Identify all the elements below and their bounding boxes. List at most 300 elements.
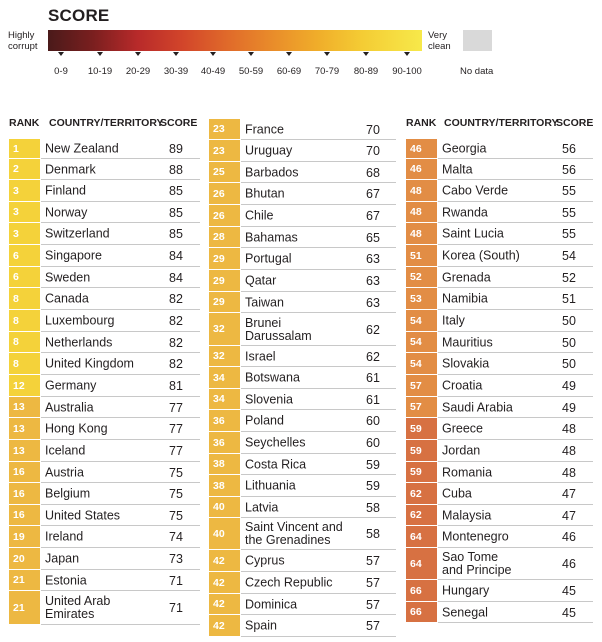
rank-cell xyxy=(406,397,437,417)
country-name-line: Uruguay xyxy=(245,143,293,158)
table-row xyxy=(209,162,396,183)
score-value: 62 xyxy=(366,349,380,364)
legend-tick xyxy=(210,52,216,56)
rank-cell xyxy=(209,346,240,366)
country-name-line: Montenegro xyxy=(442,529,509,544)
country-name-line: Malta xyxy=(442,162,473,176)
score-value: 67 xyxy=(366,187,380,201)
table-row xyxy=(9,202,200,223)
rank-value: 8 xyxy=(13,357,19,370)
score-value: 63 xyxy=(366,252,380,266)
country-name-line: Luxembourg xyxy=(45,313,115,328)
rank-cell xyxy=(209,518,240,549)
table-row xyxy=(406,180,593,202)
country-name-line: Grenada xyxy=(442,270,491,284)
table-row xyxy=(406,462,593,483)
table-row xyxy=(209,183,396,205)
rank-value: 46 xyxy=(410,163,422,175)
rank-cell xyxy=(9,548,40,569)
rank-value: 48 xyxy=(410,184,422,197)
score-value: 61 xyxy=(366,392,380,407)
rank-cell xyxy=(9,267,40,287)
country-name xyxy=(45,250,102,263)
legend-range-label: 20-29 xyxy=(125,66,151,77)
country-name-line: Saint Vincent and xyxy=(245,520,343,534)
country-name xyxy=(245,393,293,406)
rank-cell xyxy=(209,270,240,291)
country-name-line: Georgia xyxy=(442,141,487,156)
score-value: 45 xyxy=(562,605,576,620)
table-row xyxy=(406,526,593,548)
country-name xyxy=(45,553,79,566)
rank-cell xyxy=(406,202,437,222)
country-name xyxy=(442,606,488,619)
table-row xyxy=(406,310,593,332)
country-name-line: Iceland xyxy=(45,443,86,458)
country-name-line: Korea (South) xyxy=(442,248,520,263)
rank-value: 13 xyxy=(13,401,25,413)
table-row xyxy=(406,397,593,418)
table-row xyxy=(9,526,200,548)
rank-value: 46 xyxy=(410,142,422,155)
country-name xyxy=(45,228,110,241)
header-country: COUNTRY/TERRITORY xyxy=(49,117,164,129)
country-name xyxy=(442,315,465,328)
table-row xyxy=(9,310,200,332)
country-name xyxy=(245,317,312,343)
rank-cell xyxy=(209,497,240,517)
country-name xyxy=(245,501,278,514)
rank-value: 3 xyxy=(13,184,19,197)
country-name-line: Brunei xyxy=(245,315,282,330)
score-value: 46 xyxy=(562,557,576,571)
rank-value: 25 xyxy=(213,166,225,178)
country-name-line: Romania xyxy=(442,465,493,479)
country-name-line: Emirates xyxy=(45,607,95,621)
score-legend xyxy=(0,0,602,86)
rank-value: 29 xyxy=(213,296,225,308)
score-value: 82 xyxy=(169,292,183,306)
rank-cell xyxy=(9,375,40,396)
rank-value: 36 xyxy=(213,436,225,449)
rank-value: 59 xyxy=(410,444,422,457)
table-row xyxy=(406,139,593,159)
rank-cell xyxy=(209,183,240,204)
table-row xyxy=(406,505,593,526)
country-name xyxy=(245,188,285,201)
country-name-line: Bhutan xyxy=(245,186,285,201)
legend-range-label: 0-9 xyxy=(54,66,68,77)
rank-cell xyxy=(406,139,437,158)
rank-value: 64 xyxy=(410,530,422,543)
legend-tick xyxy=(248,52,254,56)
table-row xyxy=(9,418,200,440)
rank-value: 21 xyxy=(13,574,25,586)
rank-cell xyxy=(406,440,437,461)
row-divider xyxy=(241,636,396,637)
rank-cell xyxy=(209,550,240,571)
country-name xyxy=(45,358,134,371)
country-name-line: Canada xyxy=(45,291,89,306)
rank-value: 21 xyxy=(13,601,25,614)
country-name xyxy=(245,296,284,309)
country-name-line: Austria xyxy=(45,465,84,479)
score-value: 55 xyxy=(562,227,576,241)
country-name xyxy=(245,577,333,590)
table-row xyxy=(209,346,396,367)
score-value: 56 xyxy=(562,142,576,156)
score-value: 75 xyxy=(169,508,183,523)
rank-value: 53 xyxy=(410,292,422,305)
score-value: 85 xyxy=(169,227,183,241)
rank-value: 62 xyxy=(410,487,422,500)
country-name-line: Taiwan xyxy=(245,295,284,309)
country-name-line: Singapore xyxy=(45,248,102,263)
rank-cell xyxy=(406,159,437,179)
country-name-line: Darussalam xyxy=(245,328,312,343)
country-name xyxy=(442,585,489,598)
rank-value: 62 xyxy=(410,509,422,521)
country-name-line: Dominica xyxy=(245,597,298,611)
country-name xyxy=(442,488,472,501)
legend-tick xyxy=(58,52,64,56)
score-value: 89 xyxy=(169,142,183,156)
score-value: 56 xyxy=(562,162,576,177)
score-value: 59 xyxy=(366,479,380,493)
country-name-line: Germany xyxy=(45,378,97,393)
rank-cell xyxy=(9,526,40,547)
country-name-line: Norway xyxy=(45,205,88,219)
table-row xyxy=(406,353,593,375)
country-name-line: Latvia xyxy=(245,500,279,514)
table-row xyxy=(9,483,200,505)
rank-value: 3 xyxy=(13,206,19,218)
rank-cell xyxy=(209,119,240,139)
rank-value: 59 xyxy=(410,422,422,435)
country-name xyxy=(442,509,491,522)
rank-value: 29 xyxy=(213,274,225,287)
country-name-line: Qatar xyxy=(245,273,277,288)
rank-value: 40 xyxy=(213,501,225,513)
rank-cell xyxy=(9,353,40,374)
score-value: 60 xyxy=(366,414,380,428)
country-name-line: United Arab xyxy=(45,594,111,608)
country-name xyxy=(45,315,115,328)
country-name xyxy=(442,336,493,349)
country-name-line: Seychelles xyxy=(245,435,306,450)
rank-cell xyxy=(9,180,40,201)
legend-range-label: 80-89 xyxy=(353,66,379,77)
country-name xyxy=(45,380,96,393)
table-row xyxy=(209,550,396,572)
rank-value: 6 xyxy=(13,271,19,283)
rank-value: 2 xyxy=(13,163,19,175)
rank-value: 13 xyxy=(13,444,25,457)
country-name-line: Spain xyxy=(245,618,277,633)
rank-cell xyxy=(9,159,40,179)
rank-cell xyxy=(406,375,437,396)
score-value: 57 xyxy=(366,554,380,568)
rank-value: 1 xyxy=(13,142,19,155)
country-name-line: Sao Tome xyxy=(442,550,499,564)
score-value: 65 xyxy=(366,230,380,245)
country-name-line: Czech Republic xyxy=(245,575,333,590)
rank-value: 8 xyxy=(13,314,19,327)
country-name-line: Lithuania xyxy=(245,478,296,493)
country-name xyxy=(442,466,492,479)
score-value: 75 xyxy=(169,487,183,501)
header-score: SCORE xyxy=(160,117,198,129)
country-name xyxy=(45,206,87,219)
rank-cell xyxy=(9,310,40,331)
table-row xyxy=(9,139,200,159)
country-name xyxy=(245,166,299,179)
score-value: 70 xyxy=(366,144,380,158)
rank-value: 28 xyxy=(213,231,225,243)
country-name xyxy=(45,163,96,176)
rank-value: 42 xyxy=(213,554,225,567)
header-rank: RANK xyxy=(406,117,437,129)
rank-cell xyxy=(209,475,240,496)
rank-value: 59 xyxy=(410,466,422,478)
header-rank: RANK xyxy=(9,117,40,129)
country-name xyxy=(442,250,520,263)
score-value: 51 xyxy=(562,292,576,306)
table-row xyxy=(209,475,396,497)
country-name-line: Bahamas xyxy=(245,230,298,244)
table-row xyxy=(209,572,396,594)
table-row xyxy=(406,548,593,580)
table-row xyxy=(209,389,396,410)
rank-value: 54 xyxy=(410,336,422,348)
country-name xyxy=(245,521,343,547)
rank-cell xyxy=(9,139,40,158)
score-value: 82 xyxy=(169,357,183,371)
country-name xyxy=(442,531,509,544)
score-value: 81 xyxy=(169,379,183,393)
rank-value: 8 xyxy=(13,336,19,348)
country-name-line: Poland xyxy=(245,413,284,428)
table-row xyxy=(9,375,200,397)
rank-cell xyxy=(9,397,40,417)
table-row xyxy=(406,267,593,288)
country-name xyxy=(45,143,119,156)
rank-cell xyxy=(209,615,240,636)
country-name-line: United States xyxy=(45,508,121,522)
table-row xyxy=(9,159,200,180)
score-value: 54 xyxy=(562,249,576,263)
country-name-line: France xyxy=(245,122,284,136)
country-name xyxy=(442,163,473,176)
score-value: 45 xyxy=(562,584,576,598)
country-name xyxy=(442,358,489,371)
row-divider xyxy=(41,624,200,625)
rank-value: 26 xyxy=(213,187,225,200)
table-row xyxy=(9,353,200,375)
country-name xyxy=(245,145,292,158)
country-name-line: Hungary xyxy=(442,583,490,598)
rank-cell xyxy=(209,572,240,593)
score-value: 50 xyxy=(562,335,576,350)
rank-cell xyxy=(406,602,437,622)
rank-value: 3 xyxy=(13,227,19,240)
country-name-line: Israel xyxy=(245,349,276,363)
country-name-line: Senegal xyxy=(442,605,488,619)
country-name xyxy=(245,598,297,611)
country-name-line: Belgium xyxy=(45,486,91,501)
country-name xyxy=(45,185,86,198)
score-value: 57 xyxy=(366,576,380,590)
table-row xyxy=(406,602,593,623)
legend-range-label: 30-39 xyxy=(163,66,189,77)
rank-cell xyxy=(209,292,240,312)
rank-value: 48 xyxy=(410,227,422,240)
country-name-line: Netherlands xyxy=(45,335,113,349)
row-divider xyxy=(438,622,593,623)
table-row xyxy=(9,267,200,288)
score-value: 47 xyxy=(562,487,576,501)
rank-cell xyxy=(209,594,240,614)
country-name-line: the Grenadines xyxy=(245,533,331,547)
score-value: 75 xyxy=(169,465,183,480)
country-name xyxy=(45,293,89,306)
score-value: 62 xyxy=(366,322,380,337)
table-row xyxy=(9,570,200,591)
table-row xyxy=(406,288,593,310)
rank-cell xyxy=(209,367,240,388)
table-row xyxy=(406,580,593,602)
rank-cell xyxy=(9,505,40,525)
country-name xyxy=(442,293,488,306)
score-value: 61 xyxy=(366,371,380,385)
table-row xyxy=(406,202,593,223)
score-value: 59 xyxy=(366,457,380,472)
country-name xyxy=(442,551,512,577)
country-name-line: Mauritius xyxy=(442,335,493,349)
country-name-line: Malaysia xyxy=(442,508,492,522)
table-row xyxy=(209,497,396,518)
rank-cell xyxy=(209,410,240,431)
table-row xyxy=(9,288,200,310)
country-name xyxy=(442,445,480,458)
score-value: 68 xyxy=(366,165,380,180)
header-score: SCORE xyxy=(556,117,594,129)
country-name xyxy=(45,445,85,458)
rank-value: 29 xyxy=(213,252,225,265)
rank-cell xyxy=(406,548,437,579)
rank-value: 66 xyxy=(410,584,422,597)
rank-cell xyxy=(209,313,240,345)
score-value: 71 xyxy=(169,573,183,588)
country-name xyxy=(245,253,292,266)
score-value: 85 xyxy=(169,205,183,220)
table-row xyxy=(9,245,200,267)
rank-value: 66 xyxy=(410,606,422,618)
score-value: 74 xyxy=(169,530,183,544)
score-value: 77 xyxy=(169,422,183,436)
rank-cell xyxy=(9,288,40,309)
table-row xyxy=(209,410,396,432)
rank-cell xyxy=(406,505,437,525)
country-name-line: Italy xyxy=(442,313,465,328)
country-name-line: Slovenia xyxy=(245,392,293,406)
score-value: 63 xyxy=(366,274,380,288)
country-name-line: Costa Rica xyxy=(245,457,307,471)
country-name-line: Slovakia xyxy=(442,356,490,371)
country-name-line: Botswana xyxy=(245,370,300,385)
table-row xyxy=(209,367,396,389)
legend-range-label: 90-100 xyxy=(392,66,422,77)
score-value: 49 xyxy=(562,379,576,393)
score-value: 57 xyxy=(366,597,380,612)
table-row xyxy=(9,462,200,483)
country-name-line: and Principe xyxy=(442,563,512,577)
score-value: 63 xyxy=(366,295,380,310)
country-name xyxy=(45,423,108,436)
score-value: 60 xyxy=(366,436,380,450)
score-value: 58 xyxy=(366,527,380,541)
country-name-line: Barbados xyxy=(245,165,299,179)
country-name-line: Denmark xyxy=(45,162,96,176)
rank-value: 57 xyxy=(410,379,422,392)
country-name-line: Cabo Verde xyxy=(442,183,509,198)
header-country: COUNTRY/TERRITORY xyxy=(444,117,559,129)
rank-cell xyxy=(209,432,240,453)
country-name xyxy=(245,458,306,471)
score-value: 48 xyxy=(562,422,576,436)
rank-cell xyxy=(9,570,40,590)
rank-cell xyxy=(9,223,40,244)
country-name-line: Rwanda xyxy=(442,205,488,219)
table-row xyxy=(406,245,593,267)
country-name-line: Japan xyxy=(45,551,80,566)
country-name xyxy=(45,531,83,544)
country-name xyxy=(245,415,284,428)
country-name xyxy=(245,210,274,223)
country-name xyxy=(45,595,110,621)
rank-cell xyxy=(406,310,437,331)
table-row xyxy=(9,180,200,202)
legend-tick xyxy=(135,52,141,56)
score-value: 58 xyxy=(366,500,380,515)
country-name xyxy=(245,350,276,363)
score-value: 50 xyxy=(562,314,576,328)
rank-value: 54 xyxy=(410,314,422,327)
table-row xyxy=(406,375,593,397)
rank-cell xyxy=(406,353,437,374)
rank-value: 42 xyxy=(213,576,225,589)
rank-cell xyxy=(209,162,240,182)
rank-value: 32 xyxy=(213,350,225,362)
country-name xyxy=(442,380,482,393)
table-row xyxy=(209,594,396,615)
score-value: 84 xyxy=(169,270,183,285)
score-value: 55 xyxy=(562,184,576,198)
country-name-line: Jordan xyxy=(442,443,481,458)
table-row xyxy=(9,440,200,462)
rank-value: 16 xyxy=(13,466,25,478)
legend-tick xyxy=(97,52,103,56)
country-name xyxy=(45,271,90,284)
country-name xyxy=(45,574,87,587)
rank-value: 23 xyxy=(213,144,225,157)
score-value: 47 xyxy=(562,508,576,523)
rank-cell xyxy=(9,202,40,222)
table-row xyxy=(209,205,396,227)
no-data-swatch xyxy=(463,30,492,51)
very-clean-label: Very clean xyxy=(428,30,451,52)
country-name xyxy=(245,275,276,288)
